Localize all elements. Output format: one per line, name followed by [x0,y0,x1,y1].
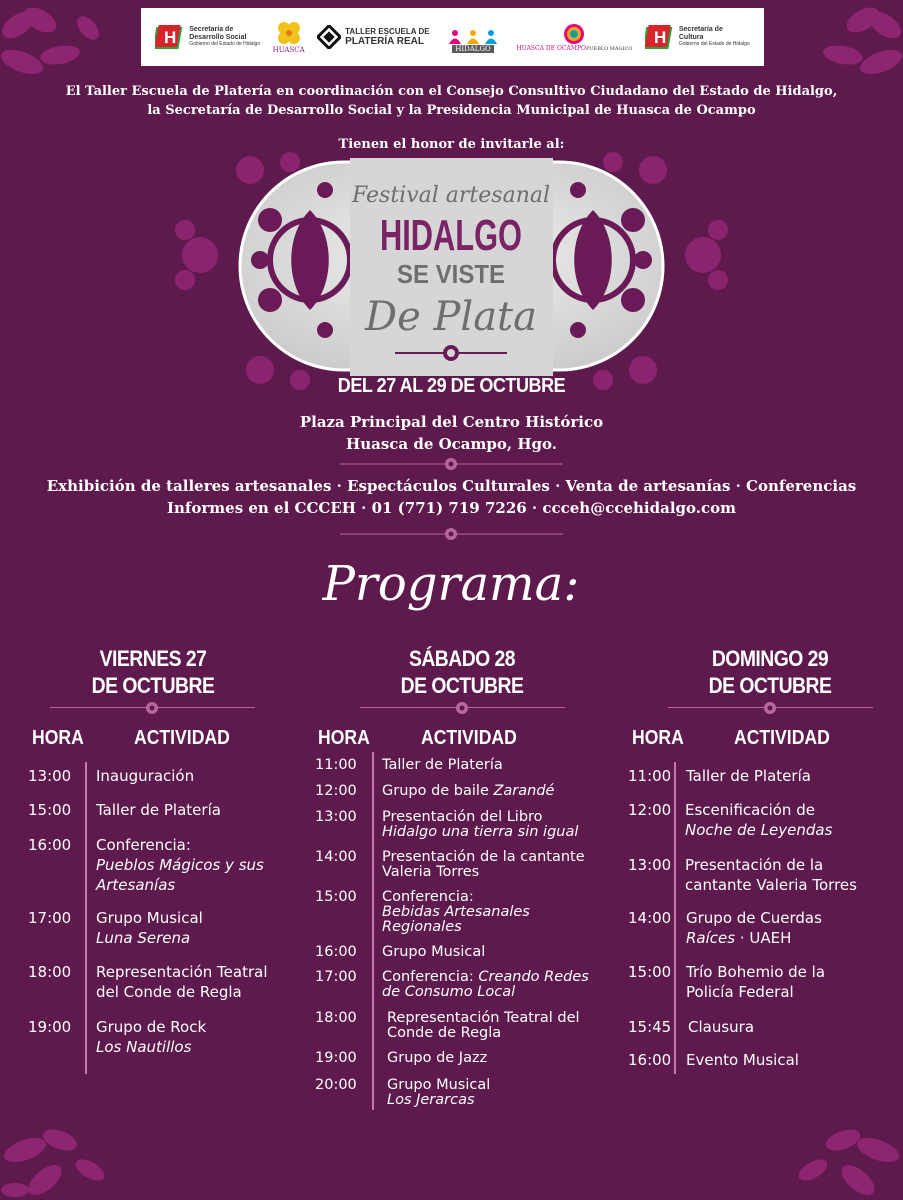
schedule-row: 15:00 Conferencia: Bebidas Artesanales Regionales [315,889,530,935]
intro-line-2: la Secretaría de Desarrollo Social y la Presidencia Municipal de Huasca de Ocampo [147,103,756,118]
svg-text:H: H [653,28,667,47]
header-actividad: ACTIVIDAD [134,727,230,749]
ornament-icon [144,700,160,716]
schedule-row: 15:00 Trío Bohemio de la Policía Federal [628,963,826,1001]
schedule-row: 19:00 Grupo de Rock Los Nautillos [28,1018,207,1056]
day-heading-viernes: VIERNES 27 DE OCTUBRE [91,646,215,698]
festival-title-line3: SE VISTE [397,259,505,289]
schedule-row: 20:00 Grupo Musical Los Jerarcas [315,1077,491,1108]
schedule-row: 14:00 Grupo de Cuerdas Raíces · UAEH [628,909,822,947]
schedule-row: 18:00 Representación Teatral del Conde de Regla [28,963,268,1001]
secretaria-cultura-logo: H Secretaría de Cultura Gobierno del Estado de Hidalgo [645,23,750,51]
festival-title-line1: Festival artesanal [351,183,551,208]
header-hora: HORA [318,727,370,749]
divider-ornament-bottom [0,527,903,541]
header-actividad: ACTIVIDAD [734,727,830,749]
festival-venue [0,411,903,455]
festival-emblem [160,150,743,400]
ornament-icon [762,700,778,716]
sponsor-logo-bar [141,8,764,66]
venue-line-1: Plaza Principal del Centro Histórico [299,413,604,431]
corner-flower-top-left [0,0,110,90]
programa-title [0,540,903,625]
festival-title-line4: De Plata [365,294,537,340]
ornament-icon [454,700,470,716]
activities-info [0,475,903,519]
corner-flower-bottom-left [0,1110,120,1200]
schedule-row: 16:00 Conferencia: Pueblos Mágicos y sus Artesanías [28,836,264,894]
divider-ornament-top [0,457,903,471]
header-actividad: ACTIVIDAD [421,727,517,749]
invitation-line: Tienen el honor de invitarle al: [338,137,565,152]
schedule-row: 17:00 Conferencia: Creando Redes de Consumo Local [315,969,589,1000]
schedule-row: 14:00 Presentación de la cantante Valeria Torres [315,849,585,880]
schedule-row: 18:00 Representación Teatral del Conde de Regla [315,1010,580,1041]
contact-line: Informes en el CCCEH · 01 (771) 719 7226 · ccceh@ccehidalgo.com [167,499,736,517]
sedesol-logo: H Secretaría de Desarrollo Social Gobierno del Estado de Hidalgo [155,23,260,51]
intro-line-1: El Taller Escuela de Platería en coordinación con el Consejo Consultivo Ciudadano del Estado de Hidalgo, [65,84,838,99]
svg-text:Programa:: Programa: [322,556,580,612]
corner-flower-top-right [793,0,903,90]
schedule-row: 13:00 Presentación del Libro Hidalgo una tierra sin igual [315,809,579,840]
schedule-row: 13:00 Presentación de la cantante Valeria Torres [628,856,857,894]
day-heading-domingo: DOMINGO 29 DE OCTUBRE [708,646,832,698]
intro-text [0,82,903,120]
day-heading-sabado: SÁBADO 28 DE OCTUBRE [400,646,524,698]
plateria-real-logo: TALLER ESCUELA DE PLATERÍA REAL [317,25,429,49]
ccceh-logo: Consejo Consultivo Ciudadano HIDALGO [442,21,505,53]
header-hora: HORA [632,727,684,749]
venue-line-2: Huasca de Ocampo, Hgo. [346,435,557,453]
activities-line: Exhibición de talleres artesanales · Espectáculos Culturales · Venta de artesanías · Conferencias [46,477,857,495]
schedule-row: 12:00 Escenificación de Noche de Leyendas [628,801,833,839]
festival-dates: DEL 27 AL 29 DE OCTUBRE [337,375,566,397]
corner-flower-bottom-right [783,1110,903,1200]
festival-title-line2: HIDALGO [380,211,522,260]
header-hora: HORA [32,727,84,749]
huasca-pueblo-magico-logo: HUASCA DE OCAMPOPUEBLO MÁGICO [516,23,632,52]
svg-text:H: H [164,28,177,47]
schedule-row: 17:00 Grupo Musical Luna Serena [28,909,203,947]
huasca-logo: HUASCA [273,20,305,54]
